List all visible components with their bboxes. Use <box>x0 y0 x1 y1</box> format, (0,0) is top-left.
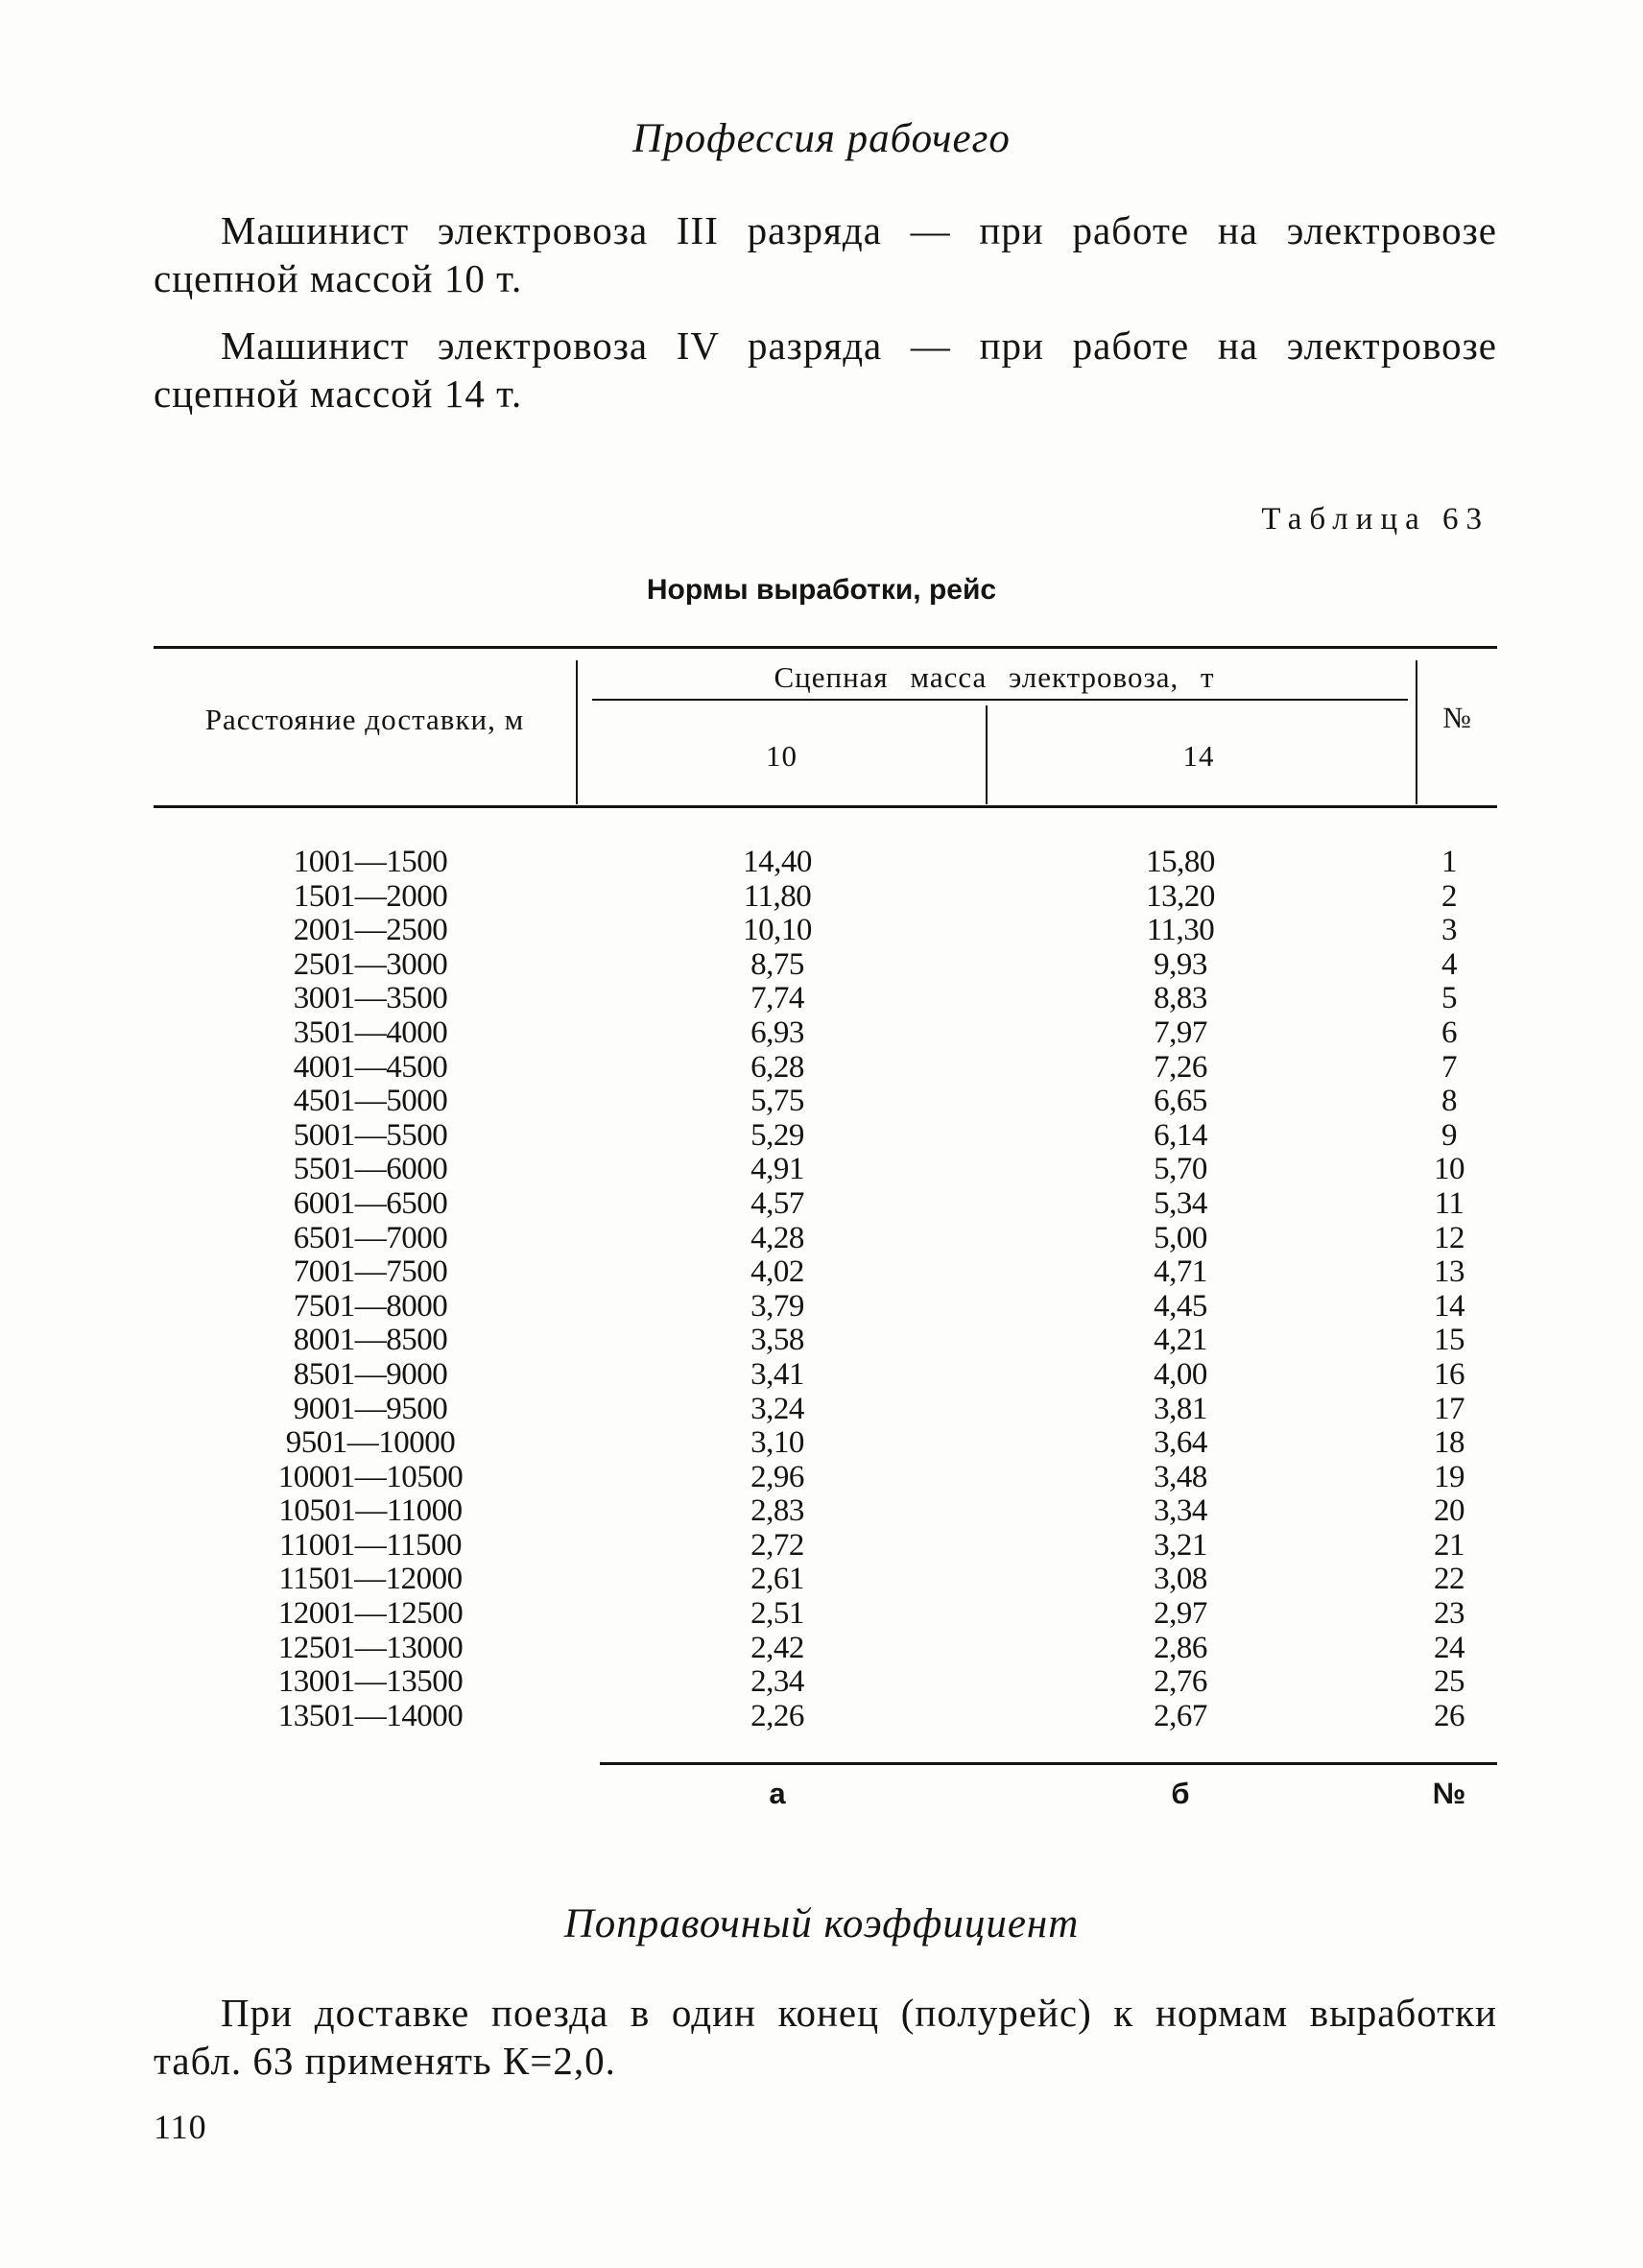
table-cell: 10501—11000 <box>278 1493 463 1529</box>
table-cell: 2,67 <box>1154 1698 1207 1733</box>
table-cell: 9501—10000 <box>285 1425 456 1461</box>
table-cell: 6,28 <box>750 1049 804 1085</box>
table-cell: 2 <box>1441 878 1457 914</box>
table-cell: 2,83 <box>750 1493 804 1529</box>
table-cell: 2,51 <box>750 1596 804 1632</box>
table-cell: 4,71 <box>1154 1254 1207 1290</box>
table-cell: 7,97 <box>1154 1015 1207 1050</box>
table-cell: 6,65 <box>1154 1084 1207 1119</box>
table-title: Нормы выработки, рейс <box>646 574 997 606</box>
table-cell: 8,83 <box>1154 981 1207 1016</box>
correction-title: Поправочный коэффициент <box>563 1901 1080 1946</box>
correction-paragraph <box>154 1989 1497 2085</box>
table-cell: 11 <box>1434 1185 1464 1221</box>
table-cell: 2,34 <box>750 1664 804 1700</box>
profession-item-text: Машинист электровоза IV разряда — при работе на электровозе сцепной массой 14 т. <box>154 323 1497 416</box>
table-cell: 14,40 <box>743 845 812 879</box>
table-cell: 3,79 <box>750 1288 804 1324</box>
table-cell: 2001—2500 <box>293 913 448 948</box>
table-cell: 3,81 <box>1154 1391 1207 1426</box>
header-mass-14: 14 <box>1182 739 1215 773</box>
table-cell: 5001—5500 <box>293 1117 448 1153</box>
header-bottom-rule <box>154 805 1497 808</box>
table-cell: 7,26 <box>1154 1049 1207 1085</box>
profession-title: Профессия рабочего <box>632 116 1011 161</box>
header-mass-10: 10 <box>766 739 798 773</box>
table-top-rule <box>154 646 1497 649</box>
table-cell: 3,58 <box>750 1323 804 1358</box>
table-cell: 10 <box>1434 1152 1464 1187</box>
table-cell: 3,41 <box>750 1356 804 1392</box>
table-cell: 12001—12500 <box>277 1596 464 1632</box>
table-cell: 24 <box>1434 1630 1464 1665</box>
table-cell: 9001—9500 <box>293 1391 448 1426</box>
table-cell: 3,34 <box>1154 1493 1207 1529</box>
table-cell: 4,28 <box>750 1220 804 1255</box>
header-sub-rule <box>592 699 1408 701</box>
table-cell: 13,20 <box>1146 878 1215 914</box>
table-cell: 11,30 <box>1146 913 1215 948</box>
table-cell: 8 <box>1441 1084 1457 1119</box>
table-cell: 19 <box>1434 1459 1464 1494</box>
table-cell: 8,75 <box>750 946 804 982</box>
table-cell: 12 <box>1434 1220 1464 1255</box>
table-cell: 3 <box>1441 913 1457 948</box>
column-mass-10 <box>691 846 864 1733</box>
table-cell: 2,72 <box>750 1527 804 1563</box>
table-cell: 4,00 <box>1154 1356 1207 1392</box>
table-cell: 7 <box>1441 1049 1457 1085</box>
table-cell: 6001—6500 <box>293 1185 448 1221</box>
table-cell: 16 <box>1434 1356 1464 1392</box>
table-cell: 13 <box>1434 1254 1464 1290</box>
table-cell: 1501—2000 <box>293 878 448 914</box>
profession-item-3 <box>154 206 1497 302</box>
table-cell: 4,21 <box>1154 1323 1207 1358</box>
footer-col-a: а <box>769 1777 786 1810</box>
table-cell: 7501—8000 <box>293 1288 448 1324</box>
table-cell: 3,08 <box>1154 1562 1207 1597</box>
table-cell: 12501—13000 <box>277 1630 464 1665</box>
table-cell: 4,91 <box>750 1152 804 1187</box>
page-number: 110 <box>154 2108 207 2146</box>
table-cell: 9 <box>1441 1117 1457 1153</box>
table-cell: 3,10 <box>750 1425 804 1461</box>
column-distance <box>188 846 553 1733</box>
correction-text: При доставке поезда в один конец (полурейс) к нормам выработки табл. 63 применять К=2,0. <box>154 1991 1497 2083</box>
footer-col-number: № <box>1432 1777 1466 1810</box>
table-cell: 2,76 <box>1154 1664 1207 1700</box>
table-cell: 5501—6000 <box>293 1152 448 1187</box>
table-cell: 17 <box>1434 1391 1464 1426</box>
table-cell: 14 <box>1434 1288 1464 1324</box>
table-cell: 3,24 <box>750 1391 804 1426</box>
table-cell: 1001—1500 <box>293 845 448 879</box>
table-cell: 25 <box>1434 1664 1464 1700</box>
table-cell: 8001—8500 <box>293 1323 448 1358</box>
table-cell: 9,93 <box>1154 946 1207 982</box>
table-cell: 5,34 <box>1154 1185 1207 1221</box>
table-cell: 8501—9000 <box>293 1356 448 1392</box>
table-bottom-rule <box>600 1762 1497 1765</box>
table-cell: 2,86 <box>1154 1630 1207 1665</box>
header-number: № <box>1442 701 1472 734</box>
table-cell: 2,61 <box>750 1562 804 1597</box>
table-cell: 11501—12000 <box>278 1562 463 1597</box>
table-cell: 15,80 <box>1146 845 1215 879</box>
table-cell: 6,93 <box>750 1015 804 1050</box>
table-cell: 4501—5000 <box>293 1084 448 1119</box>
table-cell: 5,29 <box>750 1117 804 1153</box>
table-cell: 5 <box>1441 981 1457 1016</box>
table-cell: 3,21 <box>1154 1527 1207 1563</box>
table-cell: 3001—3500 <box>293 981 448 1016</box>
table-cell: 10,10 <box>743 913 812 948</box>
table-cell: 13501—14000 <box>277 1698 464 1733</box>
table-cell: 18 <box>1434 1425 1464 1461</box>
profession-item-text: Машинист электровоза III разряда — при работе на электровозе сцепной массой 10 т. <box>154 208 1497 300</box>
table-cell: 3,48 <box>1154 1459 1207 1494</box>
header-distance: Расстояние доставки, м <box>204 703 525 736</box>
table-cell: 7,74 <box>750 981 804 1016</box>
table-cell: 7001—7500 <box>293 1254 448 1290</box>
column-number <box>1401 846 1497 1733</box>
table-cell: 11001—11500 <box>278 1527 463 1563</box>
table-label: Таблица 63 <box>1261 502 1489 537</box>
table-cell: 5,00 <box>1154 1220 1207 1255</box>
table-cell: 21 <box>1434 1527 1464 1563</box>
table-cell: 4,57 <box>750 1185 804 1221</box>
footer-col-b: б <box>1171 1777 1190 1810</box>
table-cell: 4 <box>1441 946 1457 982</box>
table-cell: 20 <box>1434 1493 1464 1529</box>
table-cell: 2,96 <box>750 1459 804 1494</box>
table-cell: 2501—3000 <box>293 946 448 982</box>
header-mass-group: Сцепная масса электровоза, т <box>774 660 1215 694</box>
table-cell: 13001—13500 <box>277 1664 464 1700</box>
table-cell: 4,45 <box>1154 1288 1207 1324</box>
table-cell: 2,97 <box>1154 1596 1207 1632</box>
table-cell: 6501—7000 <box>293 1220 448 1255</box>
table-cell: 4001—4500 <box>293 1049 448 1085</box>
table-cell: 22 <box>1434 1562 1464 1597</box>
table-cell: 2,26 <box>750 1698 804 1733</box>
table-cell: 6 <box>1441 1015 1457 1050</box>
column-mass-14 <box>1094 846 1267 1733</box>
table-cell: 10001—10500 <box>277 1459 464 1494</box>
table-cell: 5,75 <box>750 1084 804 1119</box>
table-cell: 15 <box>1434 1323 1464 1358</box>
table-cell: 23 <box>1434 1596 1464 1632</box>
table-cell: 6,14 <box>1154 1117 1207 1153</box>
table-cell: 26 <box>1434 1698 1464 1733</box>
table-cell: 5,70 <box>1154 1152 1207 1187</box>
table-cell: 3,64 <box>1154 1425 1207 1461</box>
profession-item-4 <box>154 322 1497 418</box>
table-cell: 4,02 <box>750 1254 804 1290</box>
table-cell: 3501—4000 <box>293 1015 448 1050</box>
table-cell: 2,42 <box>750 1630 804 1665</box>
table-cell: 1 <box>1441 845 1457 879</box>
table-cell: 11,80 <box>743 878 812 914</box>
